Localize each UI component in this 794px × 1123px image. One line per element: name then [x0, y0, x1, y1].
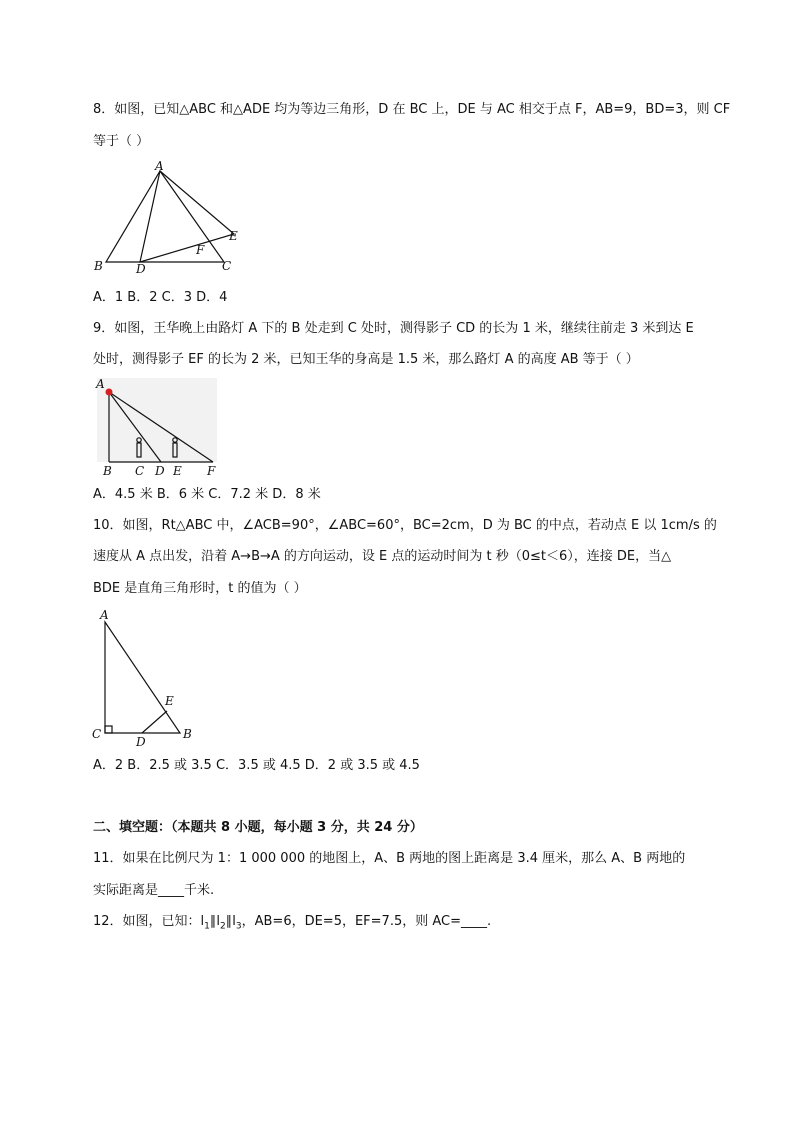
q10-label-d: D [136, 735, 146, 749]
q10-figure [88, 605, 203, 750]
q10-label-c: C [92, 727, 102, 741]
q10-label-e: E [165, 694, 174, 708]
q9-label-e: E [173, 464, 182, 478]
q10-text-line1: 10．如图，Rt△ABC 中，∠ACB=90°，∠ABC=60°，BC=2cm，D 为 BC 的中点，若动点 E 以 1cm/s 的 [93, 518, 717, 533]
q9-figure-background [97, 378, 217, 462]
q8-text-line1: 8．如图，已知△ABC 和△ADE 均为等边三角形，D 在 BC 上，DE 与 AC 相交于点 F，AB=9，BD=3，则 CF [93, 102, 731, 117]
q9-text-line2: 处时，测得影子 EF 的长为 2 米，已知王华的身高是 1.5 米，那么路灯 A 的高度 AB 等于（ ） [93, 352, 639, 367]
q12-prefix: 12．如图，已知：l [93, 914, 205, 929]
q12-parallel1: ∥l [209, 914, 221, 929]
q8-label-a: A [155, 160, 164, 173]
q12-sub3: 3 [235, 921, 242, 932]
q12-sub1: 1 [204, 921, 210, 932]
q9-label-a: A [96, 377, 105, 391]
q9-text-line1: 9．如图，王华晚上由路灯 A 下的 B 处走到 C 处时，测得影子 CD 的长为 1 米，继续往前走 3 米到达 E [93, 321, 694, 336]
q10-label-b: B [183, 727, 192, 741]
q9-label-f: F [207, 464, 216, 478]
q8-label-e: E [229, 229, 238, 243]
q8-label-c: C [222, 259, 232, 273]
q12-sub2: 2 [220, 921, 226, 932]
q12-parallel2: ∥l [225, 914, 236, 929]
q10-triangle-abc [105, 622, 180, 733]
q8-triangle-ade [140, 171, 234, 262]
q9-label-d: D [155, 464, 165, 478]
q8-label-b: B [94, 259, 103, 273]
q8-options: A．1 B．2 C．3 D．4 [93, 290, 228, 305]
q9-lamp-light [106, 389, 113, 396]
q11-text-line2: 实际距离是____千米. [93, 883, 215, 898]
q8-text-line2: 等于（ ） [93, 134, 150, 149]
q9-label-c: C [135, 464, 145, 478]
q10-segment-de [142, 711, 167, 733]
q10-text-line2: 速度从 A 点出发，沿着 A→B→A 的方向运动，设 E 点的运动时间为 t 秒（0≤t＜6），连接 DE，当△ [93, 549, 672, 564]
q10-label-a: A [100, 608, 109, 622]
q12-text [93, 913, 491, 931]
q10-right-angle-mark [105, 726, 112, 733]
q8-label-d: D [136, 262, 146, 276]
q12-suffix: ，AB=6，DE=5，EF=7.5，则 AC=____. [241, 914, 492, 929]
q8-label-f: F [196, 243, 205, 257]
section2-heading: 二、填空题：（本题共 8 小题，每小题 3 分，共 24 分） [93, 820, 423, 835]
q9-figure [93, 375, 223, 480]
q8-triangle-abc [106, 171, 224, 262]
q9-options: A．4.5 米 B．6 米 C．7.2 米 D．8 米 [93, 487, 321, 502]
q8-figure [88, 160, 258, 280]
q11-text-line1: 11．如果在比例尺为 1：1 000 000 的地图上，A、B 两地的图上距离是 3.4 厘米，那么 A、B 两地的 [93, 851, 686, 866]
q10-text-line3: BDE 是直角三角形时，t 的值为（ ） [93, 581, 307, 596]
q10-options: A．2 B．2.5 或 3.5 C．3.5 或 4.5 D．2 或 3.5 或 4.5 [93, 758, 420, 773]
q9-label-b: B [103, 464, 112, 478]
